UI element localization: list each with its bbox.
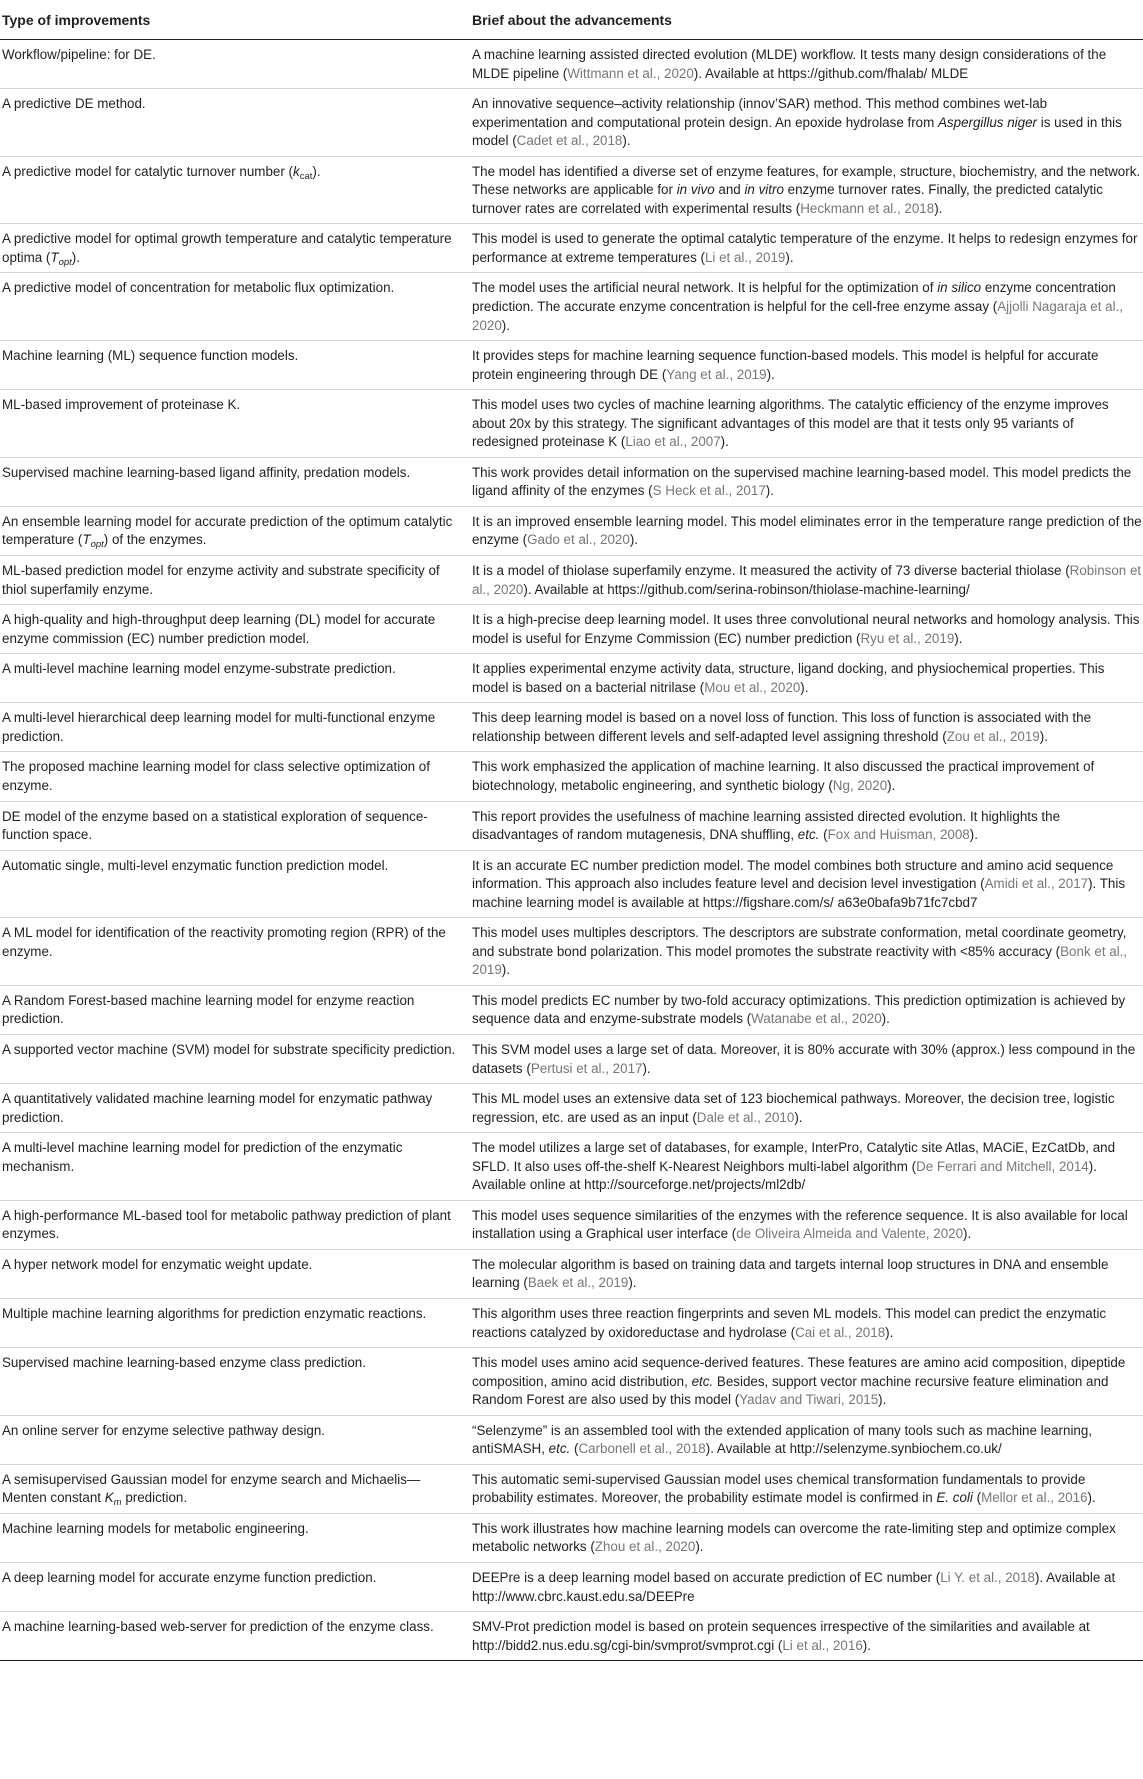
text-run: Supervised machine learning-based enzyme class prediction. bbox=[2, 1355, 366, 1371]
text-run: This model uses multiples descriptors. The descriptors are substrate conformation, metal coordinate geometry, and substrate bond polarization. This model promotes the substrate reactivity with <85% accuracy ( bbox=[472, 925, 1127, 959]
text-run: ). bbox=[1039, 728, 1048, 744]
text-run: enzyme concentration prediction. The accurate enzyme concentration is helpful for the cell-free enzyme assay ( bbox=[472, 280, 1116, 315]
text-run: It is an accurate EC number prediction model. The model combines both structure and amino acid sequence information. This approach also includes feature level and decision level investigation ( bbox=[472, 857, 1114, 892]
advancement-brief-cell bbox=[472, 1298, 1143, 1347]
advancement-brief-cell bbox=[472, 1513, 1143, 1562]
text-run: ). bbox=[501, 317, 510, 333]
italic-text: in vivo bbox=[676, 182, 715, 198]
improvement-type-cell bbox=[0, 1513, 472, 1562]
citation: Fox and Huisman, 2008 bbox=[827, 827, 970, 843]
table-body bbox=[0, 40, 1143, 1661]
text-run: This algorithm uses three reaction fingerprints and seven ML models. This model can predict the enzymatic reactions catalyzed by oxidoreductase and hydrolase ( bbox=[472, 1305, 1107, 1340]
citation: Carbonell et al., 2018 bbox=[578, 1441, 706, 1457]
citation: Ajjolli Nagaraja et al., 2020 bbox=[472, 299, 1124, 333]
italic-text: etc. bbox=[797, 827, 820, 843]
citation: Ryu et al., 2019 bbox=[860, 630, 955, 646]
text-run: A multi-level machine learning model enzyme-substrate prediction. bbox=[2, 661, 396, 677]
text-run: A predictive model for optimal growth temperature and catalytic temperature optima ( bbox=[2, 231, 452, 265]
text-run: enzyme turnover rates. Finally, the predicted catalytic turnover rates are correlated with experimental results ( bbox=[472, 182, 1103, 216]
table-header-row bbox=[0, 0, 1143, 40]
text-run: This work provides detail information on the supervised machine learning-based model. This model predicts the ligand affinity of the enzymes ( bbox=[472, 464, 1132, 499]
improvement-type-cell bbox=[0, 1034, 472, 1083]
advancement-brief-cell bbox=[472, 1464, 1143, 1513]
citation: Pertusi et al., 2017 bbox=[530, 1060, 643, 1076]
text-run: Besides, support vector machine recursive feature elimination and Random Forest are also used by this model ( bbox=[472, 1373, 1109, 1408]
advancement-brief-cell bbox=[472, 224, 1143, 273]
advancement-brief-cell bbox=[472, 341, 1143, 390]
column-header-type: Type of improvements bbox=[0, 0, 472, 40]
citation: Liao et al., 2007 bbox=[625, 434, 721, 450]
text-run: A Random Forest-based machine learning model for enzyme reaction prediction. bbox=[2, 992, 415, 1027]
improvement-type-cell bbox=[0, 801, 472, 850]
table-row bbox=[0, 1133, 1143, 1201]
text-run: This model uses sequence similarities of the enzymes with the reference sequence. It is also available for local installation using a Graphical user interface ( bbox=[472, 1207, 1128, 1242]
citation: Zou et al., 2019 bbox=[946, 728, 1040, 744]
text-run: ). bbox=[954, 630, 963, 646]
text-run: This model is used to generate the optimal catalytic temperature of the enzyme. It helps to redesign enzymes for performance at extreme temperatures ( bbox=[472, 231, 1138, 265]
advancement-brief-cell bbox=[472, 1415, 1143, 1464]
advancement-brief-cell bbox=[472, 752, 1143, 801]
citation: Gado et al., 2020 bbox=[527, 532, 630, 548]
table-row bbox=[0, 605, 1143, 654]
subscript: cat bbox=[299, 170, 313, 182]
advancement-brief-cell bbox=[472, 390, 1143, 458]
table-row bbox=[0, 1084, 1143, 1133]
text-run: ( bbox=[570, 1441, 579, 1457]
text-run: A predictive DE method. bbox=[2, 96, 146, 112]
improvement-type-cell bbox=[0, 1563, 472, 1612]
text-run: prediction. bbox=[121, 1490, 188, 1506]
citation: Heckmann et al., 2018 bbox=[800, 200, 935, 216]
improvement-type-cell bbox=[0, 506, 472, 555]
italic-text: in vitro bbox=[744, 182, 784, 198]
citation: Mellor et al., 2016 bbox=[981, 1490, 1088, 1506]
text-run: It applies experimental enzyme activity data, structure, ligand docking, and physiochemical properties. This model is based on a bacterial nitrilase ( bbox=[472, 661, 1105, 695]
table-row bbox=[0, 457, 1143, 506]
improvement-type-cell bbox=[0, 273, 472, 341]
citation: Li Y. et al., 2018 bbox=[940, 1570, 1036, 1585]
text-run: ). This machine learning model is available at https://figshare.com/s/ a63e0bafa9b71fc7cbd7 bbox=[472, 876, 1126, 910]
italic-text: K bbox=[104, 1490, 114, 1506]
advancement-brief-cell bbox=[472, 1249, 1143, 1298]
table-row bbox=[0, 1034, 1143, 1083]
citation: Wittmann et al., 2020 bbox=[567, 65, 694, 81]
text-run: A high-performance ML-based tool for metabolic pathway prediction of plant enzymes. bbox=[2, 1207, 451, 1242]
text-run: Supervised machine learning-based ligand affinity, predation models. bbox=[2, 464, 411, 480]
text-run: “Selenzyme” is an assembled tool with the extended application of many tools such as machine learning, antiSMASH, bbox=[472, 1422, 1093, 1457]
text-run: ). bbox=[969, 827, 978, 843]
advancement-brief-cell bbox=[472, 1034, 1143, 1083]
improvement-type-cell bbox=[0, 1415, 472, 1464]
table-row bbox=[0, 1249, 1143, 1298]
text-run: A hyper network model for enzymatic weight update. bbox=[2, 1256, 313, 1272]
text-run: ). bbox=[501, 962, 510, 978]
text-run: DE model of the enzyme based on a statistical exploration of sequence-function space. bbox=[2, 808, 428, 843]
table-row bbox=[0, 654, 1143, 703]
subscript: opt bbox=[90, 539, 104, 551]
table-row bbox=[0, 273, 1143, 341]
text-run: ). Available online at http://sourceforge.net/projects/ml2db/ bbox=[472, 1158, 1097, 1193]
advancement-brief-cell bbox=[472, 457, 1143, 506]
text-run: An ensemble learning model for accurate prediction of the optimum catalytic temperature ( bbox=[2, 513, 453, 548]
text-run: This work emphasized the application of machine learning. It also discussed the practical improvement of biotechnology, metabolic engineering, and synthetic biology ( bbox=[472, 759, 1095, 793]
advancement-brief-cell bbox=[472, 273, 1143, 341]
text-run: ). bbox=[1087, 1490, 1096, 1506]
citation: Zhou et al., 2020 bbox=[594, 1539, 696, 1555]
advancement-brief-cell bbox=[472, 605, 1143, 654]
text-run: is used in this model ( bbox=[472, 114, 1122, 149]
text-run: The molecular algorithm is based on training data and targets internal loop structures in DNA and ensemble learning ( bbox=[472, 1256, 1109, 1291]
text-run: It provides steps for machine learning sequence function-based models. This model is helpful for accurate protein engineering through DE ( bbox=[472, 348, 1099, 382]
text-run: The model uses the artificial neural network. It is helpful for the optimization of bbox=[472, 280, 938, 296]
text-run: A ML model for identification of the reactivity promoting region (RPR) of the enzyme. bbox=[2, 925, 446, 959]
citation: Cadet et al., 2018 bbox=[516, 133, 623, 149]
improvement-type-cell bbox=[0, 457, 472, 506]
text-run: and bbox=[714, 182, 745, 198]
text-run: ). Available at https://github.com/serina-robinson/thiolase-machine-learning/ bbox=[523, 581, 970, 597]
advancement-brief-cell bbox=[472, 506, 1143, 555]
citation: Baek et al., 2019 bbox=[527, 1275, 629, 1291]
text-run: ). bbox=[934, 200, 943, 216]
advancement-brief-cell bbox=[472, 1200, 1143, 1249]
citation: Mou et al., 2020 bbox=[704, 679, 801, 695]
table-row bbox=[0, 1612, 1143, 1661]
citation: Cai et al., 2018 bbox=[795, 1324, 886, 1340]
improvement-type-cell bbox=[0, 1464, 472, 1513]
advancement-brief-cell bbox=[472, 1084, 1143, 1133]
text-run: This automatic semi-supervised Gaussian model uses chemical transformation fundamentals to provide probability estimates. Moreover, the probability estimate model is confirmed in bbox=[472, 1471, 1086, 1506]
improvement-type-cell bbox=[0, 1612, 472, 1661]
advancement-brief-cell bbox=[472, 556, 1143, 605]
improvement-type-cell bbox=[0, 556, 472, 605]
improvement-type-cell bbox=[0, 1348, 472, 1416]
table-row bbox=[0, 985, 1143, 1034]
text-run: ). bbox=[629, 532, 639, 548]
text-run: This model predicts EC number by two-fold accuracy optimizations. This prediction optimization is achieved by sequence data and enzyme-substrate models ( bbox=[472, 992, 1126, 1027]
improvement-type-cell bbox=[0, 89, 472, 157]
advancement-brief-cell bbox=[472, 985, 1143, 1034]
text-run: ML-based improvement of proteinase K. bbox=[2, 397, 241, 413]
text-run: The model utilizes a large set of databases, for example, InterPro, Catalytic site Atlas, MACiE, EzCatDb, and SFLD. It also uses off-the-shelf K-Nearest Neighbors multi-label algorithm ( bbox=[472, 1140, 1116, 1174]
text-run: ( bbox=[972, 1490, 982, 1506]
italic-text: T bbox=[82, 532, 91, 548]
subscript: opt bbox=[58, 256, 72, 268]
table-row bbox=[0, 1415, 1143, 1464]
text-run: A multi-level machine learning model for prediction of the enzymatic mechanism. bbox=[2, 1140, 403, 1174]
italic-text: T bbox=[50, 249, 59, 265]
text-run: It is a high-precise deep learning model. It uses three convolutional neural networks and homology analysis. This model is useful for Enzyme Commission (EC) number prediction ( bbox=[472, 612, 1140, 646]
advancement-brief-cell bbox=[472, 40, 1143, 89]
text-run: ). bbox=[628, 1275, 637, 1291]
citation: Yadav and Tiwari, 2015 bbox=[739, 1392, 879, 1408]
text-run: ). bbox=[794, 1109, 803, 1125]
text-run: ). bbox=[312, 163, 321, 179]
citation: Watanabe et al., 2020 bbox=[751, 1011, 882, 1027]
table-row bbox=[0, 1200, 1143, 1249]
text-run: This model uses two cycles of machine learning algorithms. The catalytic efficiency of the enzyme improves about 20x by this strategy. The significant advantages of this model are that it tests only 95 variants of redesigned proteinase K ( bbox=[472, 397, 1109, 450]
italic-text: in silico bbox=[937, 280, 982, 296]
table-row bbox=[0, 390, 1143, 458]
table-row bbox=[0, 1464, 1143, 1513]
advancement-brief-cell bbox=[472, 654, 1143, 703]
table-row bbox=[0, 40, 1143, 89]
text-run: It is a model of thiolase superfamily enzyme. It measured the activity of 73 diverse bacterial thiolase ( bbox=[472, 563, 1070, 579]
table-row bbox=[0, 1513, 1143, 1562]
column-header-brief: Brief about the advancements bbox=[472, 0, 1143, 40]
text-run: This model uses amino acid sequence-derived features. These features are amino acid composition, dipeptide composition, amino acid distribution, bbox=[472, 1355, 1126, 1389]
table-row bbox=[0, 752, 1143, 801]
advancement-brief-cell bbox=[472, 703, 1143, 752]
text-run: The model has identified a diverse set of enzyme features, for example, structure, biochemistry, and the network. These networks are applicable for bbox=[472, 163, 1141, 198]
improvement-type-cell bbox=[0, 1133, 472, 1201]
text-run: ) of the enzymes. bbox=[103, 532, 207, 548]
improvement-type-cell bbox=[0, 918, 472, 986]
text-run: ). bbox=[71, 249, 80, 265]
text-run: DEEPre is a deep learning model based on accurate prediction of EC number ( bbox=[472, 1570, 941, 1585]
text-run: ). bbox=[695, 1539, 704, 1555]
citation: Amidi et al., 2017 bbox=[984, 876, 1089, 892]
text-run: A predictive model for catalytic turnover number ( bbox=[2, 163, 293, 179]
table-row bbox=[0, 224, 1143, 273]
improvement-type-cell bbox=[0, 1298, 472, 1347]
table-row bbox=[0, 556, 1143, 605]
text-run: A machine learning-based web-server for prediction of the enzyme class. bbox=[2, 1619, 434, 1635]
text-run: ). bbox=[720, 434, 729, 450]
advancement-brief-cell bbox=[472, 156, 1143, 224]
text-run: SMV-Prot prediction model is based on protein sequences irrespective of the similarities and available at http://bidd2.nus.edu.sg/cgi-bin/svmprot/svmprot.cgi ( bbox=[472, 1619, 1090, 1653]
table-row bbox=[0, 850, 1143, 918]
table-row bbox=[0, 341, 1143, 390]
citation: De Ferrari and Mitchell, 2014 bbox=[916, 1158, 1089, 1174]
text-run: The proposed machine learning model for class selective optimization of enzyme. bbox=[2, 759, 430, 793]
citation: Li et al., 2016 bbox=[782, 1637, 863, 1653]
text-run: ). bbox=[881, 1011, 890, 1027]
text-run: A multi-level hierarchical deep learning model for multi-functional enzyme prediction. bbox=[2, 710, 436, 744]
improvement-type-cell bbox=[0, 1084, 472, 1133]
citation: Robinson et al., 2020 bbox=[472, 563, 1142, 597]
advancement-brief-cell bbox=[472, 1563, 1143, 1612]
table-row bbox=[0, 918, 1143, 986]
text-run: ). bbox=[887, 777, 896, 793]
table-row bbox=[0, 89, 1143, 157]
text-run: ). bbox=[878, 1392, 887, 1408]
text-run: A supported vector machine (SVM) model for substrate specificity prediction. bbox=[2, 1041, 456, 1057]
text-run: ). bbox=[862, 1637, 871, 1653]
text-run: ). Available at http://www.cbrc.kaust.edu.sa/DEEPre bbox=[472, 1570, 1116, 1604]
text-run: An innovative sequence–activity relationship (innov’SAR) method. This method combines wet-lab experimentation and computational protein design. An epoxide hydrolase from bbox=[472, 96, 1048, 130]
text-run: ). bbox=[885, 1324, 894, 1340]
text-run: Workflow/pipeline: for DE. bbox=[2, 47, 156, 62]
subscript: m bbox=[113, 1497, 122, 1509]
improvement-type-cell bbox=[0, 40, 472, 89]
text-run: It is an improved ensemble learning model. This model eliminates error in the temperature range prediction of the enzyme ( bbox=[472, 513, 1142, 548]
advancement-brief-cell bbox=[472, 1133, 1143, 1201]
text-run: An online server for enzyme selective pathway design. bbox=[2, 1422, 326, 1438]
improvement-type-cell bbox=[0, 850, 472, 918]
text-run: Multiple machine learning algorithms for prediction enzymatic reactions. bbox=[2, 1305, 427, 1321]
citation: Ng, 2020 bbox=[832, 777, 888, 793]
citation: Yang et al., 2019 bbox=[666, 366, 767, 382]
advancement-brief-cell bbox=[472, 850, 1143, 918]
citation: S Heck et al., 2017 bbox=[652, 483, 766, 499]
improvement-type-cell bbox=[0, 224, 472, 273]
text-run: Machine learning (ML) sequence function models. bbox=[2, 348, 299, 364]
table-row bbox=[0, 1348, 1143, 1416]
text-run: ( bbox=[819, 827, 828, 843]
text-run: ). Available at http://selenzyme.synbiochem.co.uk/ bbox=[705, 1441, 1002, 1457]
improvement-type-cell bbox=[0, 1249, 472, 1298]
improvement-type-cell bbox=[0, 752, 472, 801]
improvement-type-cell bbox=[0, 654, 472, 703]
text-run: A machine learning assisted directed evolution (MLDE) workflow. It tests many design considerations of the MLDE pipeline ( bbox=[472, 47, 1107, 81]
table-row bbox=[0, 156, 1143, 224]
text-run: ML-based prediction model for enzyme activity and substrate specificity of thiol superfamily enzyme. bbox=[2, 563, 440, 597]
text-run: A deep learning model for accurate enzyme function prediction. bbox=[2, 1570, 377, 1585]
text-run: This ML model uses an extensive data set of 123 biochemical pathways. Moreover, the decision tree, logistic regression, etc. are used as an input ( bbox=[472, 1091, 1115, 1125]
text-run: A predictive model of concentration for metabolic flux optimization. bbox=[2, 280, 395, 296]
text-run: ). bbox=[785, 249, 794, 265]
italic-text: E. coli bbox=[936, 1490, 973, 1506]
text-run: ). bbox=[765, 483, 774, 499]
advancement-brief-cell bbox=[472, 801, 1143, 850]
italic-text: etc. bbox=[548, 1441, 571, 1457]
improvement-type-cell bbox=[0, 605, 472, 654]
table-row bbox=[0, 1563, 1143, 1612]
advancement-brief-cell bbox=[472, 89, 1143, 157]
text-run: A high-quality and high-throughput deep learning (DL) model for accurate enzyme commission (EC) number prediction model. bbox=[2, 612, 436, 646]
table-row bbox=[0, 1298, 1143, 1347]
text-run: This deep learning model is based on a novel loss of function. This loss of function is associated with the relationship between different levels and self-adapted level assigning threshold ( bbox=[472, 710, 1092, 744]
table-row bbox=[0, 703, 1143, 752]
improvement-type-cell bbox=[0, 156, 472, 224]
text-run: This report provides the usefulness of machine learning assisted directed evolution. It highlights the disadvantages of random mutagenesis, DNA shuffling, bbox=[472, 808, 1061, 843]
italic-text: Aspergillus niger bbox=[938, 114, 1037, 130]
improvement-type-cell bbox=[0, 390, 472, 458]
text-run: Automatic single, multi-level enzymatic function prediction model. bbox=[2, 857, 389, 873]
advancement-brief-cell bbox=[472, 1612, 1143, 1661]
citation: Bonk et al., 2019 bbox=[472, 943, 1128, 978]
text-run: ). bbox=[766, 366, 775, 382]
text-run: This SVM model uses a large set of data. Moreover, it is 80% accurate with 30% (approx.) less compound in the datasets ( bbox=[472, 1041, 1136, 1076]
text-run: A quantitatively validated machine learning model for enzymatic pathway prediction. bbox=[2, 1091, 433, 1125]
text-run: This work illustrates how machine learning models can overcome the rate-limiting step and optimize complex metabolic networks ( bbox=[472, 1520, 1116, 1555]
advancement-brief-cell bbox=[472, 918, 1143, 986]
italic-text: k bbox=[293, 163, 300, 179]
text-run: ). bbox=[622, 133, 631, 149]
text-run: ). Available at https://github.com/fhalab/ MLDE bbox=[693, 65, 969, 81]
text-run: ). bbox=[800, 679, 809, 695]
text-run: Machine learning models for metabolic engineering. bbox=[2, 1520, 309, 1536]
text-run: ). bbox=[642, 1060, 651, 1076]
improvement-type-cell bbox=[0, 1200, 472, 1249]
improvement-type-cell bbox=[0, 703, 472, 752]
citation: Dale et al., 2010 bbox=[696, 1109, 795, 1125]
text-run: A semisupervised Gaussian model for enzyme search and Michaelis—Menten constant bbox=[2, 1471, 421, 1506]
table-row bbox=[0, 801, 1143, 850]
italic-text: etc. bbox=[691, 1373, 714, 1389]
citation: de Oliveira Almeida and Valente, 2020 bbox=[736, 1226, 964, 1242]
advancement-brief-cell bbox=[472, 1348, 1143, 1416]
improvement-type-cell bbox=[0, 985, 472, 1034]
table-row bbox=[0, 506, 1143, 555]
text-run: ). bbox=[963, 1226, 972, 1242]
improvement-type-cell bbox=[0, 341, 472, 390]
citation: Li et al., 2019 bbox=[704, 249, 786, 265]
